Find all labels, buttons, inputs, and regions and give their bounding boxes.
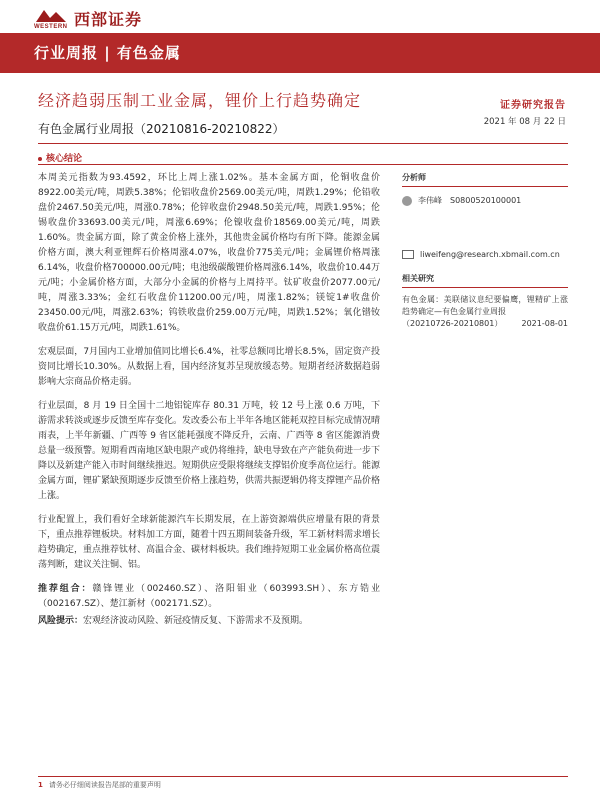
footer-divider — [38, 776, 568, 777]
report-date: 2021 年 08 月 22 日 — [483, 117, 566, 127]
paragraph-allocation: 行业配置上，我们看好全球新能源汽车长期发展，在上游资源端供应增量有限的背景下，重点推荐锂板块。材料加工方面，随着十四五期间装备升级，军工新材料需求增长趋势确定，重点推荐钛材、高温合金、碳材料板块。我们维持短期工业金属价格高位震荡判断，建议关注铜、铝。 — [38, 515, 381, 570]
main-content — [38, 171, 380, 631]
related-meta — [402, 318, 568, 330]
user-icon — [402, 196, 412, 206]
footer — [38, 780, 161, 790]
report-title: 经济趋弱压制工业金属，锂价上行趋势确定 — [38, 91, 362, 110]
page-number: 1 — [38, 781, 43, 789]
risk-text: 宏观经济波动风险、新冠疫情反复、下游需求不及预期。 — [83, 616, 309, 626]
mail-icon — [402, 250, 414, 259]
paragraph-prices: 本周美元指数为93.4592，环比上周上涨1.02%。基本金属方面，伦铜收盘价8922.00美元/吨，周跌5.38%；伦铝收盘价2569.00美元/吨，周跌1.29%；伦铅收盘价2467.50美元/吨，周涨0.78%；伦锌收盘价2948.50美元/吨，周跌1.95%；伦锡收盘价33693.00美元/吨，周涨6.69%；伦镍收盘价18569.00美元/吨，周跌1.60%。贵金属方面，除了黄金价格上涨外，其他贵金属价格均有所下降。能源金属价格方面，澳大利亚锂辉石价格周涨4.07%，收盘价775美元/吨；金属锂价格周涨6.14%，收盘价格700000.00元/吨；电池级碳酸锂价格周涨6.14%，收盘价10.44万元/吨；小金属价格方面，大部分小金属的价格与上周持平。钛矿收盘价2077.00元/吨，周涨3.33%；金红石收盘价11200.00元/吨，周涨1.82%；镁锭1#收盘价23450.00元/吨，周涨2.63%；钨铁收盘价259.00万元/吨，周跌1.52%；氧化镨钕收盘价61.15万元/吨，周跌1.61%。 — [38, 173, 380, 333]
email-row — [402, 250, 568, 259]
section-divider-bottom — [38, 164, 568, 165]
risk-label: 风险提示： — [38, 616, 84, 626]
related-heading: 相关研究 — [402, 273, 568, 288]
section-heading — [38, 151, 82, 164]
footer-note: 请务必仔细阅读报告尾部的重要声明 — [48, 781, 161, 789]
analyst-name: 李伟峰 — [418, 196, 442, 205]
section-heading-text: 核心结论 — [46, 154, 83, 164]
bullet-icon — [38, 157, 42, 161]
analyst-email[interactable]: liweifeng@research.xbmail.com.cn — [420, 250, 560, 259]
portfolio-line — [38, 582, 380, 612]
related-research[interactable] — [402, 294, 568, 330]
analyst-row — [402, 195, 568, 206]
related-text: 有色金属：美联储议息纪要偏鹰，锂精矿上涨趋势确定—有色金属行业周报 — [402, 295, 568, 316]
brand-logo — [34, 6, 142, 30]
portfolio-label: 推荐组合： — [38, 584, 93, 594]
logo-en: WESTERN — [34, 24, 68, 30]
paragraph-industry: 行业层面，8 月 19 日全国十二地铝锭库存 80.31 万吨，较 12 号上涨 0.6 万吨，下游需求转淡或逐步反馈至库存变化。发改委公布上半年各地区能耗双控目标完成情况晴雨表，上半年新疆、广西等 9 省区能耗强度不降反升，云南、广西等 8 省区能源消费总量一级预警。短期看西南地区缺电限产或仍将维持，缺电导致在产产能负荷进一步下降以及新建产能入市时间继续推迟。短期供应受限将继续支撑铝价度季高位运行。能源金属方面，锂矿紧缺预期逐步反馈至价格上涨趋势，供需共振逻辑仍将支撑锂产品价格上涨。 — [38, 401, 381, 501]
report-type: 证券研究报告 — [500, 100, 566, 111]
header-banner — [0, 33, 600, 73]
banner-label: 行业周报 | 有色金属 — [34, 44, 181, 62]
section-divider — [38, 143, 568, 144]
paragraph-macro: 宏观层面，7月国内工业增加值同比增长6.4%，社零总额同比增长8.5%，固定资产投资同比增长10.30%。从数据上看，国内经济复苏呈现放缓态势。短期者经济数据趋弱影响大宗商品价格走弱。 — [38, 347, 380, 387]
logo-mark — [34, 8, 68, 28]
related-period: （20210726-20210801） — [402, 319, 503, 328]
related-date: 2021-08-01 — [521, 319, 568, 328]
sidebar — [402, 172, 568, 330]
report-subtitle: 有色金属行业周报（20210816-20210822） — [38, 122, 285, 136]
portfolio-block — [38, 582, 380, 629]
risk-line — [38, 614, 380, 629]
logo-cn: 西部证券 — [74, 9, 143, 29]
analyst-heading: 分析师 — [402, 172, 568, 187]
portfolio-text: 赣锋锂业（002460.SZ）、洛阳钼业（603993.SH）、东方锆业（002167.SZ）、楚江新材（002171.SZ）。 — [38, 584, 380, 609]
analyst-cert: S0800520100001 — [450, 196, 522, 205]
